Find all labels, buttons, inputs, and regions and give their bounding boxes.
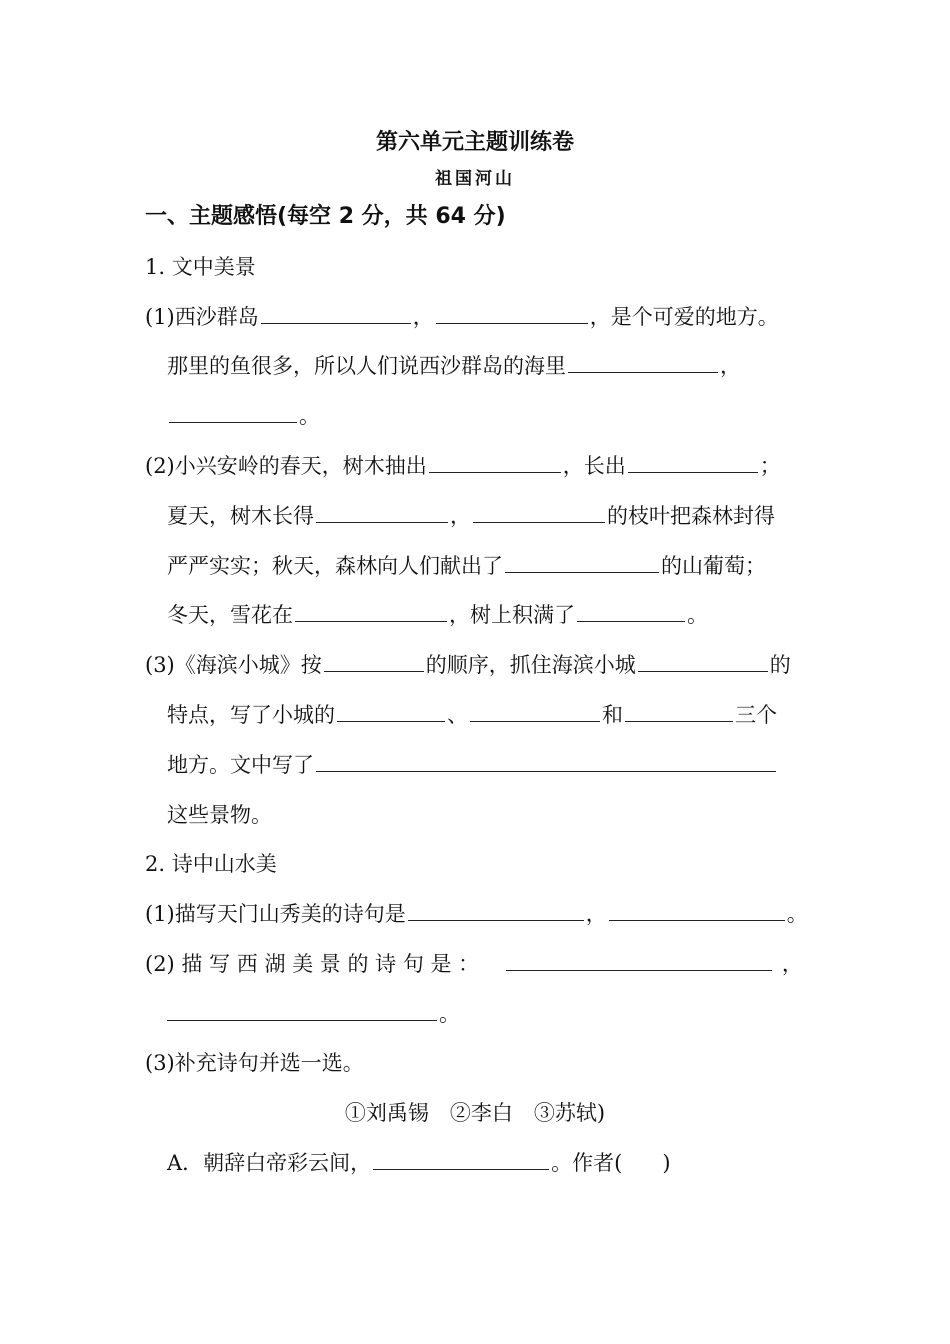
question-1-title: 1. 文中美景 bbox=[145, 255, 256, 279]
answer-blank[interactable] bbox=[470, 701, 600, 722]
answer-blank[interactable] bbox=[429, 452, 561, 473]
q1-3-text-h: 地方。文中写了 bbox=[167, 753, 314, 777]
answer-blank[interactable] bbox=[324, 651, 424, 672]
answer-blank[interactable] bbox=[408, 900, 584, 921]
q2-3-line-1: (3)补充诗句并选一选。 bbox=[145, 1051, 364, 1075]
q2-2-line-2 bbox=[165, 999, 460, 1029]
page-title: 第六单元主题训练卷 bbox=[375, 130, 574, 155]
q1-2-text-e: ， bbox=[450, 504, 471, 528]
q1-2-text-d: 夏天，树木长得 bbox=[167, 504, 314, 528]
q2-2-text-b: ， bbox=[781, 952, 803, 976]
answer-blank[interactable] bbox=[261, 303, 411, 324]
q1-3-text-g: 三个 bbox=[735, 703, 777, 727]
q1-3-line-2 bbox=[167, 700, 777, 730]
q1-3-line-3 bbox=[167, 750, 778, 780]
q1-2-text-j: ，树上积满了 bbox=[449, 603, 575, 627]
q1-2-line-4 bbox=[167, 600, 708, 630]
q2-3-item-a bbox=[167, 1148, 671, 1178]
answer-blank[interactable] bbox=[169, 402, 297, 423]
q1-1-text-f: 。 bbox=[299, 404, 320, 428]
answer-blank[interactable] bbox=[568, 352, 718, 373]
q1-2-line-2 bbox=[167, 501, 775, 531]
q2-1-text-b: ， bbox=[585, 902, 607, 926]
q2-1-text-c: 。 bbox=[786, 902, 808, 926]
answer-blank[interactable] bbox=[628, 452, 758, 473]
q1-1-text-a: (1)西沙群岛 bbox=[145, 305, 259, 329]
q1-2-line-1 bbox=[145, 451, 781, 481]
answer-blank[interactable] bbox=[295, 601, 447, 622]
q1-3-text-f: 和 bbox=[602, 703, 623, 727]
q2-2-text-c: 。 bbox=[439, 1002, 460, 1026]
q1-3-text-e: 、 bbox=[447, 703, 468, 727]
q1-2-text-f: 的枝叶把森林封得 bbox=[607, 504, 775, 528]
q1-3-text-a: (3)《海滨小城》按 bbox=[145, 653, 322, 677]
q1-2-text-i: 冬天，雪花在 bbox=[167, 603, 293, 627]
q1-1-text-e: ， bbox=[720, 354, 741, 378]
q1-1-text-c: ，是个可爱的地方。 bbox=[589, 305, 779, 329]
q1-3-line-4: 这些景物。 bbox=[167, 803, 272, 827]
section-heading: 一、主题感悟(每空 2 分，共 64 分) bbox=[145, 204, 506, 229]
q1-2-text-g: 严严实实；秋天，森林向人们献出了 bbox=[167, 554, 503, 578]
q1-3-text-b: 的顺序，抓住海滨小城 bbox=[425, 653, 636, 677]
q1-1-text-b: ， bbox=[412, 305, 434, 329]
answer-blank[interactable] bbox=[373, 1149, 549, 1170]
q1-2-text-k: 。 bbox=[687, 603, 708, 627]
q2-1-text-a: (1)描写天门山秀美的诗句是 bbox=[145, 902, 406, 926]
q2-3-a-text-2: 。作者( bbox=[551, 1151, 623, 1175]
answer-blank[interactable] bbox=[505, 552, 659, 573]
q2-1-line bbox=[145, 899, 808, 929]
question-2-title: 2. 诗中山水美 bbox=[145, 852, 277, 876]
author-options: ①刘禹锡 ②李白 ③苏轼) bbox=[344, 1101, 606, 1125]
q2-3-a-text-3: ) bbox=[662, 1151, 671, 1175]
q1-1-text-d: 那里的鱼很多，所以人们说西沙群岛的海里 bbox=[167, 354, 566, 378]
q1-2-text-h: 的山葡萄； bbox=[661, 554, 766, 578]
q1-3-line-1 bbox=[145, 650, 791, 680]
q2-3-a-text-1: A．朝辞白帝彩云间， bbox=[167, 1151, 372, 1175]
answer-blank[interactable] bbox=[316, 751, 776, 772]
q1-1-line-3 bbox=[167, 401, 320, 431]
answer-blank[interactable] bbox=[436, 303, 588, 324]
q2-2-line-1 bbox=[145, 949, 803, 979]
answer-blank[interactable] bbox=[473, 502, 605, 523]
answer-blank[interactable] bbox=[609, 900, 785, 921]
answer-blank[interactable] bbox=[638, 651, 768, 672]
q1-1-line-2 bbox=[167, 351, 741, 381]
answer-blank[interactable] bbox=[337, 701, 445, 722]
answer-blank[interactable] bbox=[625, 701, 733, 722]
answer-blank[interactable] bbox=[167, 1000, 437, 1021]
q1-2-text-c: ； bbox=[759, 454, 781, 478]
answer-blank[interactable] bbox=[577, 601, 685, 622]
answer-blank[interactable] bbox=[316, 502, 448, 523]
q1-2-line-3 bbox=[167, 551, 766, 581]
q1-1-line-1 bbox=[145, 302, 779, 332]
q1-3-text-c: 的 bbox=[769, 653, 791, 677]
q2-2-text-a: (2) 描 写 西 湖 美 景 的 诗 句 是 ： bbox=[145, 952, 480, 976]
q1-2-text-a: (2)小兴安岭的春天，树木抽出 bbox=[145, 454, 427, 478]
answer-blank[interactable] bbox=[506, 950, 772, 971]
q1-2-text-b: ，长出 bbox=[562, 454, 626, 478]
page-subtitle: 祖国河山 bbox=[435, 169, 515, 189]
q1-3-text-d: 特点，写了小城的 bbox=[167, 703, 335, 727]
